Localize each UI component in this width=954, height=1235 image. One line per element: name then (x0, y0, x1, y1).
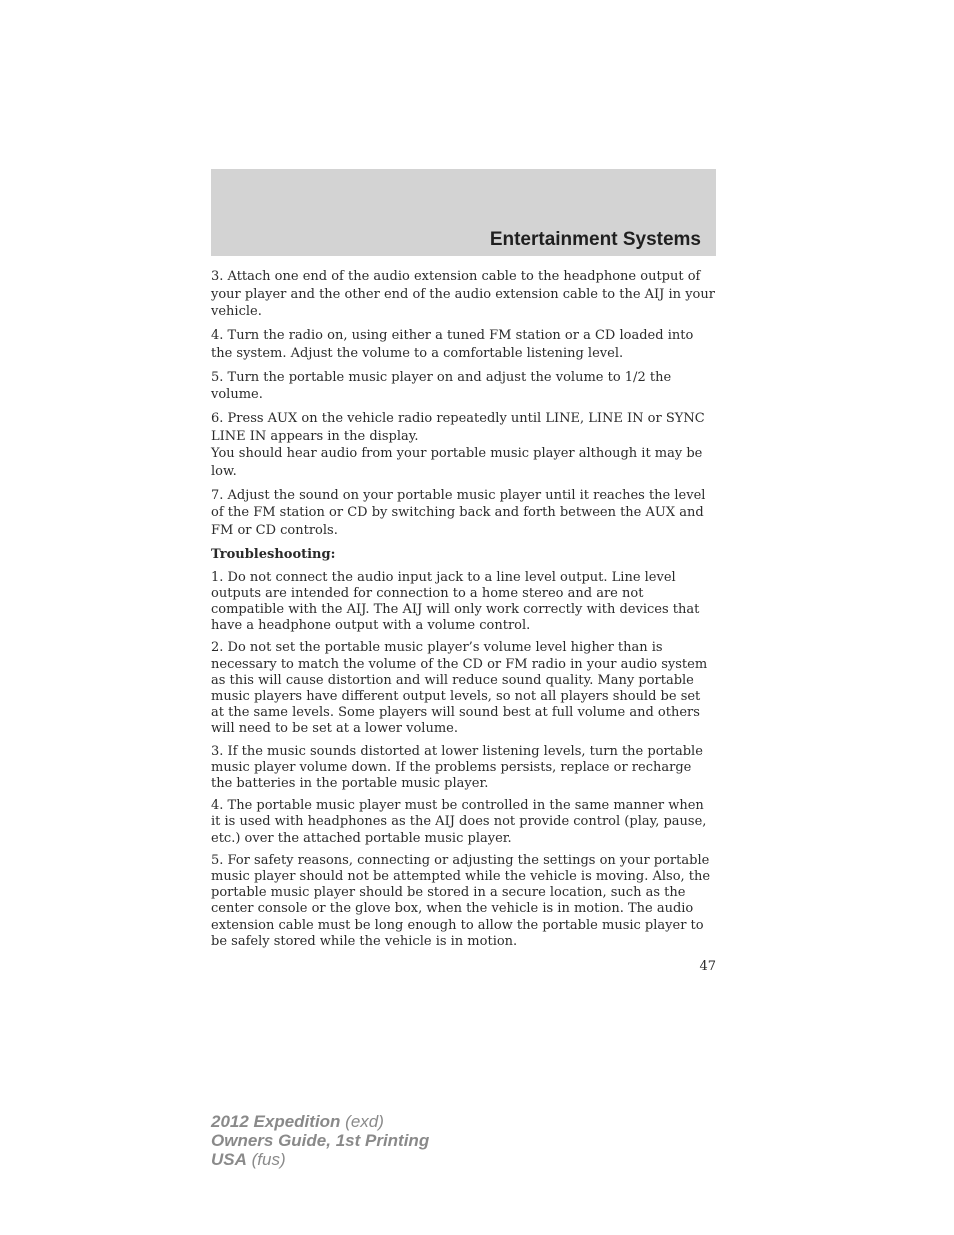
troubleshooting-item-1: 1. Do not connect the audio input jack to a line level output. Line level outputs are intended for connection to a home stereo and are not compatible with the AIJ. The AIJ will only work correctly with devices that have a headphone output with a volume control. (211, 569, 700, 634)
footer-market: USA (211, 1150, 247, 1169)
troubleshooting-item-4: 4. The portable music player must be controlled in the same manner when it is used with headphones as the AIJ does not provide control (play, pause, etc.) over the attached portable music player. (211, 798, 707, 846)
footer-guide: Owners Guide, 1st Printing (211, 1131, 430, 1150)
step-6-paragraph: 6. Press AUX on the vehicle radio repeatedly until LINE, LINE IN or SYNC LINE IN appears in the display. (211, 410, 705, 444)
page-content (211, 268, 716, 956)
step-4-paragraph: 4. Turn the radio on, using either a tuned FM station or a CD loaded into the system. Adjust the volume to a comfortable listening level. (211, 328, 694, 361)
page-number: 47 (699, 959, 716, 974)
troubleshooting-heading: Troubleshooting: (211, 546, 336, 562)
troubleshooting-item-5: 5. For safety reasons, connecting or adjusting the settings on your portable music player should not be attempted while the vehicle is moving. Also, the portable music player should be stored in a secure location, such as the center console or the glove box, when the vehicle is in motion. The audio extension cable must be long enough to allow the portable music player to be safely stored while the vehicle is in motion. (211, 852, 711, 949)
document-footer (211, 1112, 429, 1169)
troubleshooting-item-3: 3. If the music sounds distorted at lower listening levels, turn the portable music player volume down. If the problems persists, replace or recharge the batteries in the portable music player. (211, 743, 703, 791)
troubleshooting-item-2: 2. Do not set the portable music player’s volume level higher than is necessary to match the volume of the CD or FM radio in your audio system as this will cause distortion and will reduce sound quality. Many portable music players have different output levels, so not all players should be set at the same levels. Some players will sound best at full volume and others will need to be set at a lower volume. (211, 640, 708, 737)
footer-model-code: (exd) (345, 1112, 384, 1131)
step-3-paragraph: 3. Attach one end of the audio extension cable to the headphone output of your player and the other end of the audio extension cable to the AIJ in your vehicle. (211, 269, 715, 320)
footer-market-line (211, 1150, 429, 1169)
step-5-paragraph: 5. Turn the portable music player on and adjust the volume to 1/2 the volume. (211, 369, 672, 403)
step-7-paragraph: 7. Adjust the sound on your portable music player until it reaches the level of the FM station or CD by switching back and forth between the AUX and FM or CD controls. (211, 487, 706, 539)
footer-market-code: (fus) (251, 1150, 286, 1169)
section-header-bar (211, 169, 716, 256)
step-6-note-paragraph: You should hear audio from your portable music player although it may be low. (211, 446, 703, 480)
section-title: Entertainment Systems (489, 229, 701, 250)
footer-model-line (211, 1112, 429, 1131)
footer-model: 2012 Expedition (211, 1112, 341, 1131)
